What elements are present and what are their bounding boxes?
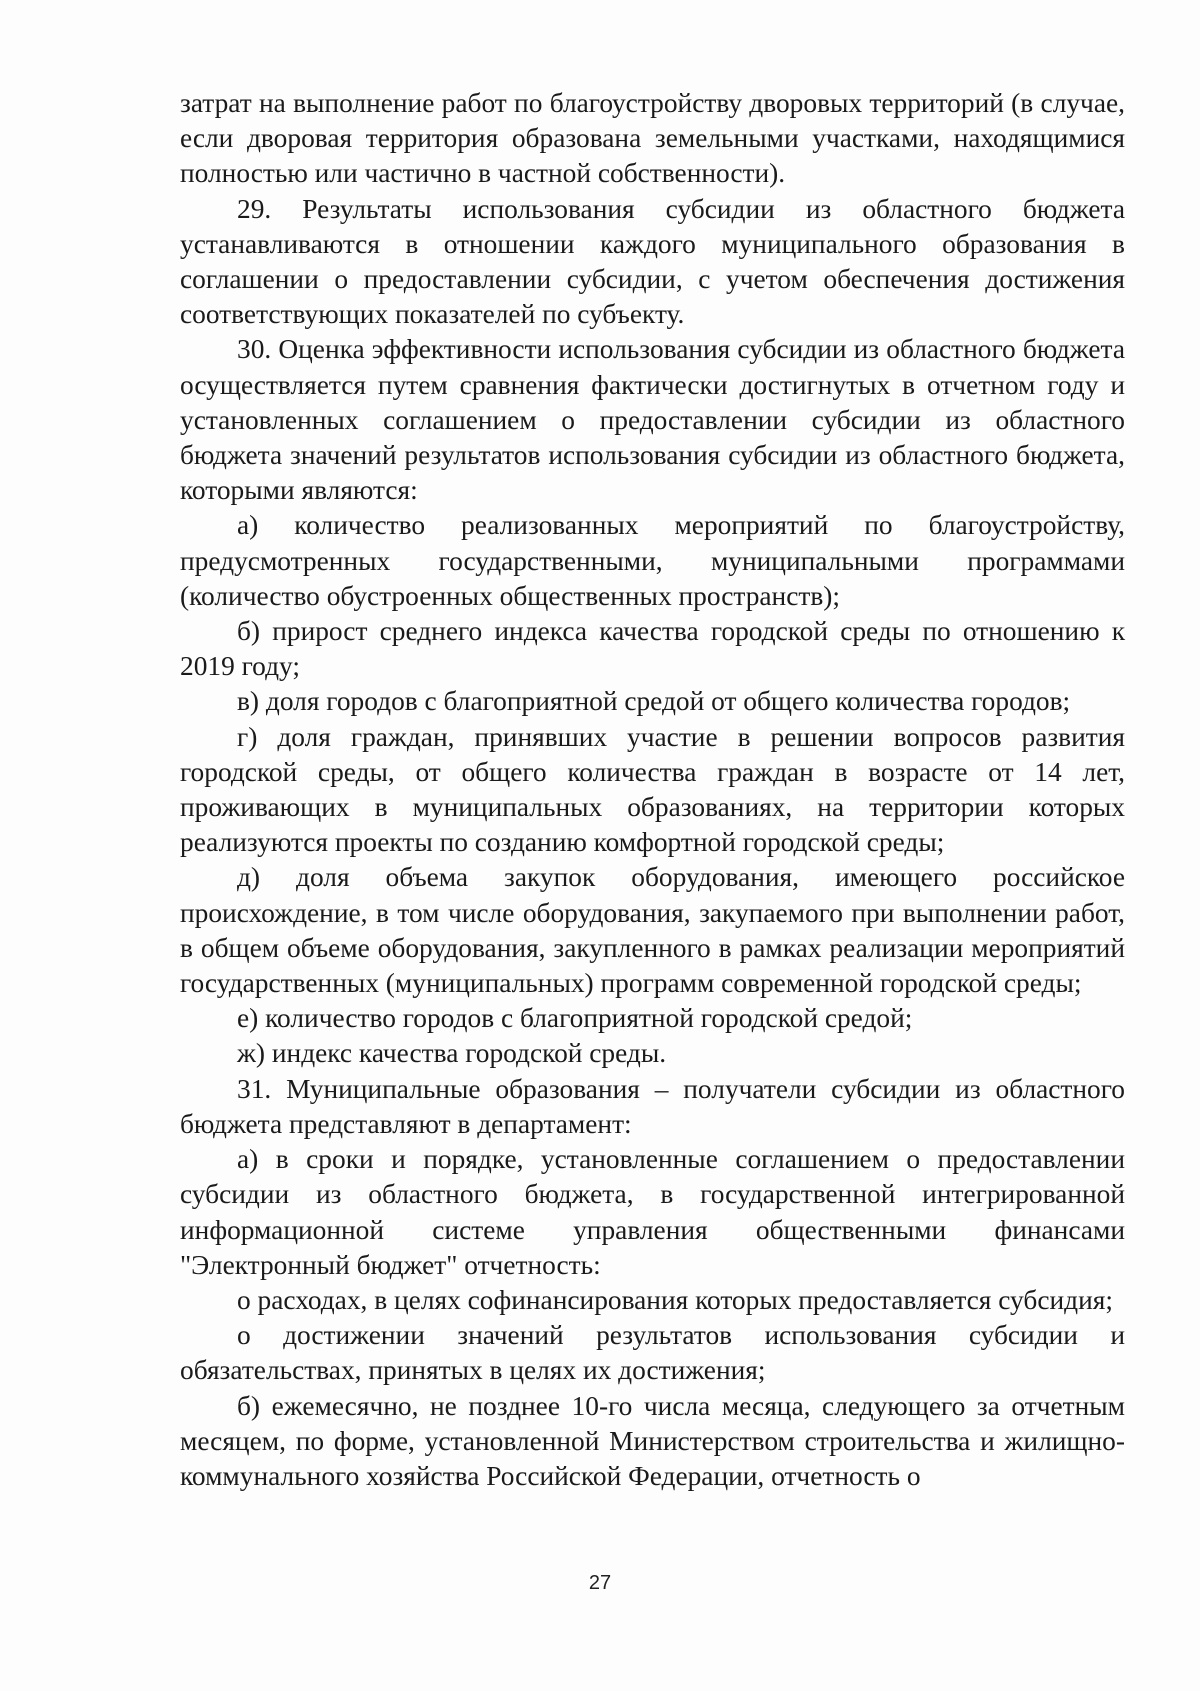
paragraph-item-29: 29. Результаты использования субсидии из областного бюджета устанавливаются в отношении каждого муниципального образования в соглашении о предоставлении субсидии, с учетом обеспечения достижения соответствующих показателей по субъекту.: [180, 193, 1125, 330]
paragraph-31-subitem-b: б) ежемесячно, не позднее 10-го числа месяца, следующего за отчетным месяцем, по форме, установленной Министерством строительства и жилищно-коммунального хозяйства Российской Федерации, отчетность о: [180, 1390, 1125, 1491]
paragraph-item-31: 31. Муниципальные образования – получатели субсидии из областного бюджета представляют в департамент:: [180, 1073, 1125, 1139]
paragraph-report-expenses: о расходах, в целях софинансирования которых предоставляется субсидия;: [237, 1284, 1113, 1315]
paragraph-subitem-v: в) доля городов с благоприятной средой от общего количества городов;: [237, 686, 1071, 717]
paragraph-item-30: 30. Оценка эффективности использования субсидии из областного бюджета осуществляется путем сравнения фактически достигнутых в отчетном году и установленных соглашением о предоставлении субсидии из областного бюджета значений результатов использования субсидии из областного бюджета, которыми являются:: [180, 334, 1125, 506]
paragraph-subitem-g: г) доля граждан, принявших участие в решении вопросов развития городской среды, от общего количества граждан в возрасте от 14 лет, проживающих в муниципальных образованиях, на территории которых реализуются проекты по созданию комфортной городской среды;: [180, 721, 1125, 858]
paragraph-continuation: затрат на выполнение работ по благоустройству дворовых территорий (в случае, если дворовая территория образована земельными участками, находящимися полностью или частично в частной собственности).: [180, 88, 1125, 189]
paragraph-subitem-e: е) количество городов с благоприятной городской средой;: [237, 1003, 913, 1034]
document-body: [180, 86, 1125, 1494]
paragraph-subitem-a: а) количество реализованных мероприятий по благоустройству, предусмотренных государственными, муниципальными программами (количество обустроенных общественных пространств);: [180, 510, 1125, 611]
paragraph-report-results: о достижении значений результатов использования субсидии и обязательствах, принятых в целях их достижения;: [180, 1320, 1125, 1386]
paragraph-subitem-b: б) прирост среднего индекса качества городской среды по отношению к 2019 году;: [180, 616, 1125, 682]
paragraph-subitem-zh: ж) индекс качества городской среды.: [237, 1038, 667, 1069]
paragraph-31-subitem-a: а) в сроки и порядке, установленные соглашением о предоставлении субсидии из областного бюджета, в государственной интегрированной информационной системе управления общественными финансами "Электронный бюджет" отчетность:: [180, 1144, 1125, 1280]
paragraph-subitem-d: д) доля объема закупок оборудования, имеющего российское происхождение, в том числе оборудования, закупаемого при выполнении работ, в общем объеме оборудования, закупленного в рамках реализации мероприятий государственных (муниципальных) программ современной городской среды;: [180, 862, 1125, 999]
page-number: 27: [588, 1572, 612, 1594]
